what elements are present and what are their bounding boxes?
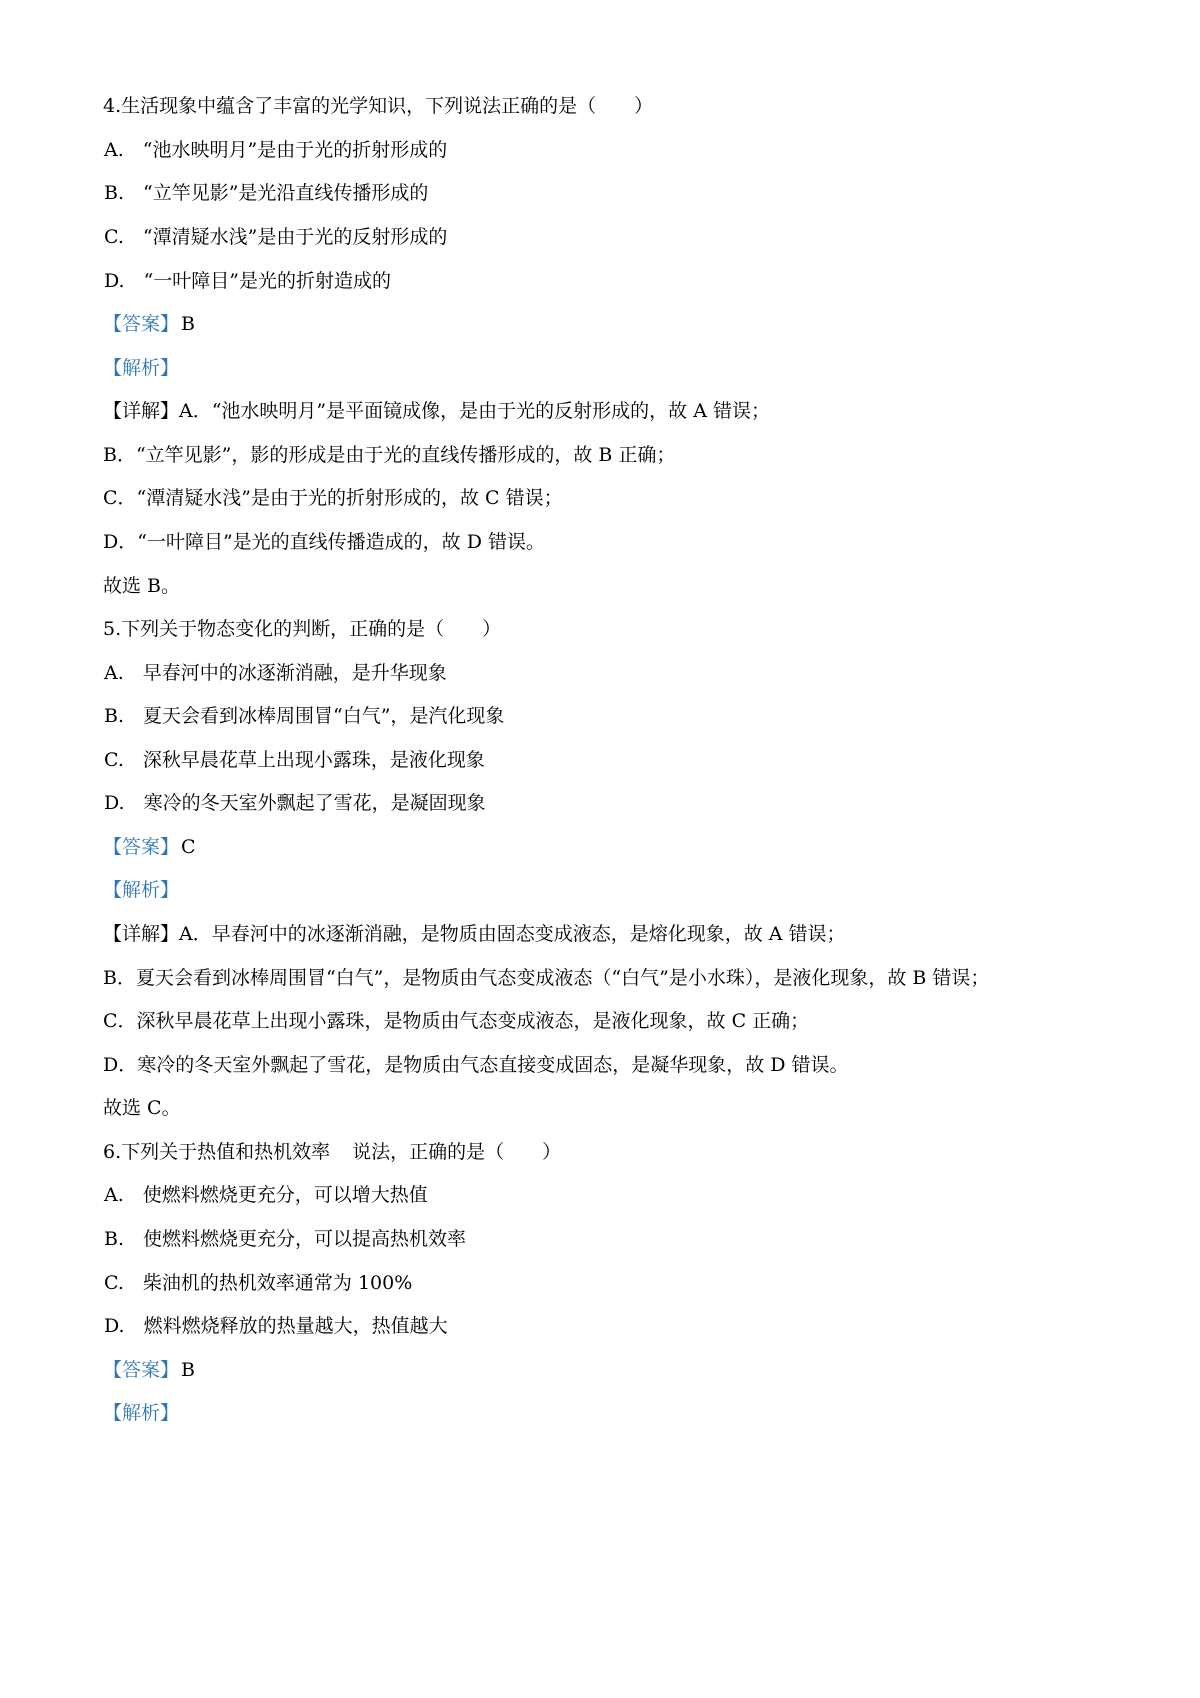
q6-stem-part1: 6.下列关于热值和热机效率: [103, 1141, 331, 1163]
q4-detail-a: 【详解】A．“池水映明月”是平面镜成像，是由于光的反射形成的，故 A 错误；: [103, 400, 770, 422]
q4-option-a: A. “池水映明月”是由于光的折射形成的: [104, 139, 448, 161]
q5-analysis-label: 【解析】: [103, 879, 180, 901]
q4-option-c: C. “潭清疑水浅”是由于光的反射形成的: [104, 226, 448, 248]
q6-option-b: B. 使燃料燃烧更充分，可以提高热机效率: [104, 1228, 467, 1250]
q4-stem: 4.生活现象中蕴含了丰富的光学知识，下列说法正确的是（ ）: [103, 95, 654, 117]
q5-option-d: D. 寒冷的冬天室外飘起了雪花，是凝固现象: [104, 792, 486, 814]
q5-option-b: B. 夏天会看到冰棒周围冒“白气”，是汽化现象: [104, 705, 505, 727]
q5-stem: 5.下列关于物态变化的判断，正确的是（ ）: [103, 618, 502, 640]
q5-detail-a: 【详解】A．早春河中的冰逐渐消融，是物质由固态变成液态，是熔化现象，故 A 错误；: [103, 923, 846, 945]
q5-option-a: A. 早春河中的冰逐渐消融，是升华现象: [104, 662, 447, 684]
q6-option-d: D. 燃料燃烧释放的热量越大，热值越大: [104, 1315, 448, 1337]
q4-option-b: B. “立竿见影”是光沿直线传播形成的: [104, 182, 429, 204]
q6-option-c: C. 柴油机的热机效率通常为 100%: [104, 1272, 413, 1294]
q6-answer-value: B: [181, 1359, 195, 1381]
q4-answer-label: 【答案】: [103, 313, 180, 335]
q4-option-d: D. “一叶障目”是光的折射造成的: [104, 270, 392, 292]
q6-analysis-label: 【解析】: [103, 1402, 180, 1424]
q4-answer-value: B: [181, 313, 195, 335]
q4-conclusion: 故选 B。: [103, 575, 181, 597]
q5-detail-d: D．寒冷的冬天室外飘起了雪花，是物质由气态直接变成固态，是凝华现象，故 D 错误。: [103, 1054, 849, 1076]
q4-detail-c: C．“潭清疑水浅”是由于光的折射形成的，故 C 错误；: [103, 487, 563, 509]
q6-stem: [103, 1140, 561, 1164]
q5-answer: [103, 835, 196, 859]
q5-answer-value: C: [181, 836, 196, 858]
q5-detail-c: C．深秋早晨花草上出现小露珠，是物质由气态变成液态，是液化现象，故 C 正确；: [103, 1010, 810, 1032]
q4-answer: [103, 312, 195, 336]
q5-option-c: C. 深秋早晨花草上出现小露珠，是液化现象: [104, 749, 485, 771]
q5-answer-label: 【答案】: [103, 836, 180, 858]
q4-analysis-label: 【解析】: [103, 357, 180, 379]
q4-detail-d: D．“一叶障目”是光的直线传播造成的，故 D 错误。: [103, 531, 545, 553]
q6-answer-label: 【答案】: [103, 1359, 180, 1381]
q4-detail-b: B．“立竿见影”，影的形成是由于光的直线传播形成的，故 B 正确；: [103, 444, 676, 466]
q6-stem-part2: 说法，正确的是（ ）: [352, 1141, 562, 1163]
q5-conclusion: 故选 C。: [103, 1097, 181, 1119]
q5-detail-b: B．夏天会看到冰棒周围冒“白气”，是物质由气态变成液态（“白气”是小水珠），是液化现象，故 B 错误；: [103, 967, 990, 989]
q6-option-a: A. 使燃料燃烧更充分，可以增大热值: [104, 1184, 428, 1206]
q6-answer: [103, 1358, 195, 1382]
